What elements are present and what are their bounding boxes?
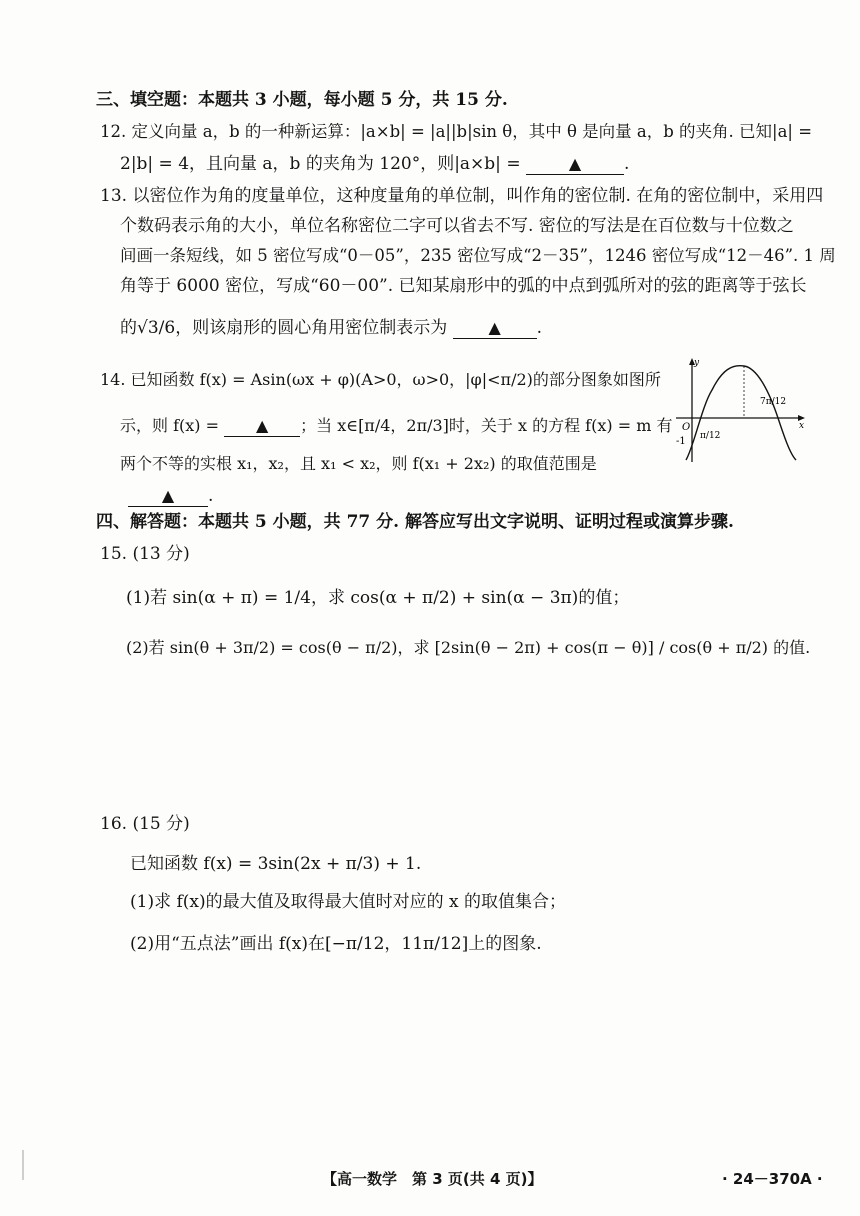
q13-line2: 个数码表示角的大小，单位名称密位二字可以省去不写. 密位的写法是在百位数与十位数之 [120, 216, 794, 236]
y-axis-label: y [694, 358, 700, 368]
q16-stem: 已知函数 f(x) = 3sin(2x + π/3) + 1. [130, 854, 422, 874]
q14-line2 [120, 414, 672, 438]
q16-header: 16. (15 分) [100, 814, 190, 834]
q12-line2 [120, 152, 629, 176]
q14-line1: 14. 已知函数 f(x) = Asin(ωx + φ)(A>0，ω>0，|φ|<π/2)的部分图象如图所 [100, 370, 661, 389]
q14-line4 [128, 484, 213, 508]
q14-sine-graph [674, 356, 808, 468]
q13-line5 [120, 316, 542, 340]
section4-heading: 四、解答题：本题共 5 小题，共 77 分. 解答应写出文字说明、证明过程或演算步骤. [96, 512, 734, 532]
q16-part2: (2)用“五点法”画出 f(x)在[−π/12，11π/12]上的图象. [130, 934, 542, 954]
triangle-icon: ▲ [161, 486, 175, 505]
y-min-label: -1 [676, 436, 686, 447]
q13-line5-text: 的√3/6，则该扇形的圆心角用密位制表示为 [120, 318, 448, 338]
footer-page-info: 【高一数学 第 3 页(共 4 页)】 [322, 1170, 543, 1188]
q13-line1: 13. 以密位作为角的度量单位，这种度量角的单位制，叫作角的密位制. 在角的密位制中，采用四 [100, 186, 824, 206]
q13-line4: 角等于 6000 密位，写成“60－00”. 已知某扇形中的弧的中点到弧所对的弦的距离等于弦长 [120, 276, 807, 296]
q12-line1: 12. 定义向量 a，b 的一种新运算：|a×b| = |a||b|sin θ，其中 θ 是向量 a，b 的夹角. 已知|a| = [100, 122, 813, 141]
q15-header: 15. (13 分) [100, 544, 190, 564]
q13-answer-blank [453, 318, 537, 339]
q14-line3: 两个不等的实根 x₁，x₂，且 x₁ < x₂，则 f(x₁ + 2x₂) 的取值范围是 [120, 454, 597, 473]
q16-part1: (1)求 f(x)的最大值及取得最大值时对应的 x 的取值集合； [130, 892, 567, 912]
q14-line2a: 示，则 f(x) = [120, 416, 220, 435]
q15-part1: (1)若 sin(α + π) = 1/4，求 cos(α + π/2) + sin(α − 3π)的值； [126, 588, 630, 608]
sine-curve [686, 366, 796, 460]
q14-answer-blank-2 [128, 486, 208, 507]
x-tick-7pi12: 7π/12 [760, 397, 787, 407]
q14-answer-blank-1 [224, 416, 300, 437]
q13-tail: . [536, 318, 543, 338]
q12-tail: . [623, 154, 630, 174]
q12-answer-blank [526, 154, 624, 175]
footer-code: · 24－370A · [722, 1170, 823, 1188]
q14-line2b: ；当 x∈[π/4，2π/3]时，关于 x 的方程 f(x) = m 有 [300, 416, 673, 435]
scan-edge-mark [22, 1150, 24, 1180]
triangle-icon: ▲ [568, 154, 582, 173]
triangle-icon: ▲ [255, 416, 269, 435]
q12-line2-text: 2|b| = 4，且向量 a，b 的夹角为 120°，则|a×b| = [120, 154, 521, 174]
q13-line3: 间画一条短线，如 5 密位写成“0－05”，235 密位写成“2－35”，1246 密位写成“12－46”. 1 周 [120, 246, 836, 265]
triangle-icon: ▲ [488, 318, 501, 337]
section3-heading: 三、填空题：本题共 3 小题，每小题 5 分，共 15 分. [96, 90, 508, 110]
origin-label: O [682, 422, 691, 433]
q15-part2: (2)若 sin(θ + 3π/2) = cos(θ − π/2)，求 [2sin(θ − 2π) + cos(π − θ)] / cos(θ + π/2) 的值. [126, 638, 811, 657]
x-tick-pi12: π/12 [700, 431, 721, 441]
x-axis-label: x [799, 421, 805, 431]
q14-tail: . [208, 486, 214, 506]
